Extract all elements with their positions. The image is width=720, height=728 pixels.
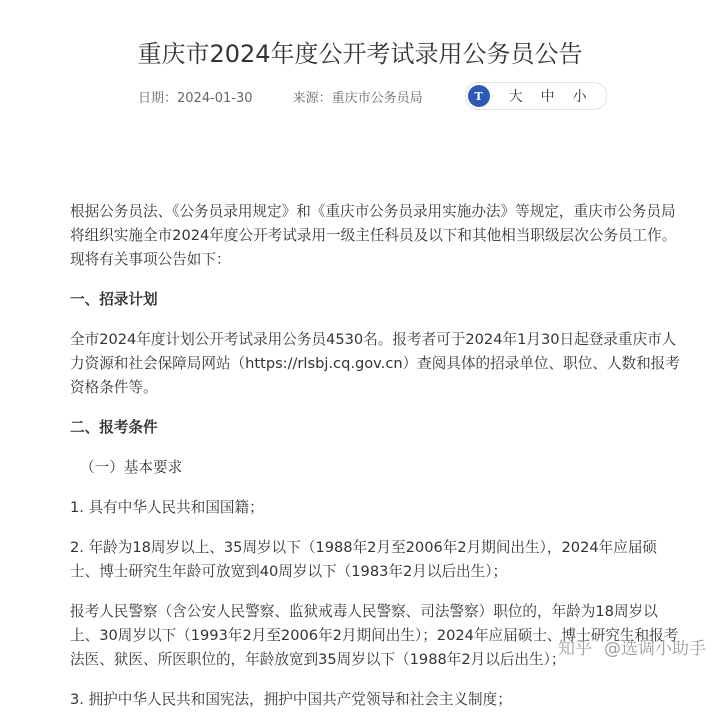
sub-heading-basic: （一）基本要求 xyxy=(80,459,183,476)
font-size-medium-button[interactable]: 中 xyxy=(540,89,555,105)
watermark-author: @选调小助手 xyxy=(604,639,706,659)
publish-date: 日期：2024-01-30 xyxy=(138,90,253,106)
font-size-control xyxy=(465,82,607,110)
watermark-site: 知乎 xyxy=(558,639,592,659)
article-title: 重庆市2024年度公开考试录用公务员公告 xyxy=(137,40,583,68)
section-heading-conditions: 二、报考条件 xyxy=(70,419,158,436)
plan-paragraph: 全市2024年度计划公开考试录用公务员4530名。报考者可于2024年1月30日起登录重庆市人力资源和社会保障局网站（https://rlsbj.cq.gov.cn）查阅具体的招录单位、职位、人数和报考资格条件等。 xyxy=(70,331,680,396)
article-source: 来源：重庆市公务员局 xyxy=(292,90,423,106)
section-heading-plan: 一、招录计划 xyxy=(70,291,158,308)
article-meta xyxy=(138,84,607,108)
condition-item-2-note: 报考人民警察（含公安人民警察、监狱戒毒人民警察、司法警察）职位的，年龄为18周岁以上、30周岁以下（1993年2月至2006年2月期间出生）；2024年应届硕士、博士研究生和报考法医、狱医、所医职位的，年龄放宽到35周岁以下（1988年2月以后出生）； xyxy=(70,603,679,668)
intro-paragraph: 根据公务员法、《公务员录用规定》和《重庆市公务员录用实施办法》等规定，重庆市公务员局将组织实施全市2024年度公开考试录用一级主任科员及以下和其他相当职级层次公务员工作。现将有关事项公告如下： xyxy=(70,203,677,268)
condition-item-1: 1. 具有中华人民共和国国籍； xyxy=(70,499,264,516)
font-size-large-button[interactable]: 大 xyxy=(508,89,523,105)
condition-item-2: 2. 年龄为18周岁以上、35周岁以下（1988年2月至2006年2月期间出生），2024年应届硕士、博士研究生年龄可放宽到40周岁以下（1983年2月以后出生）； xyxy=(70,539,658,580)
condition-item-3: 3. 拥护中华人民共和国宪法，拥护中国共产党领导和社会主义制度； xyxy=(70,691,512,708)
font-size-icon: T xyxy=(468,85,490,107)
font-size-small-button[interactable]: 小 xyxy=(572,89,587,105)
watermark xyxy=(558,634,706,659)
